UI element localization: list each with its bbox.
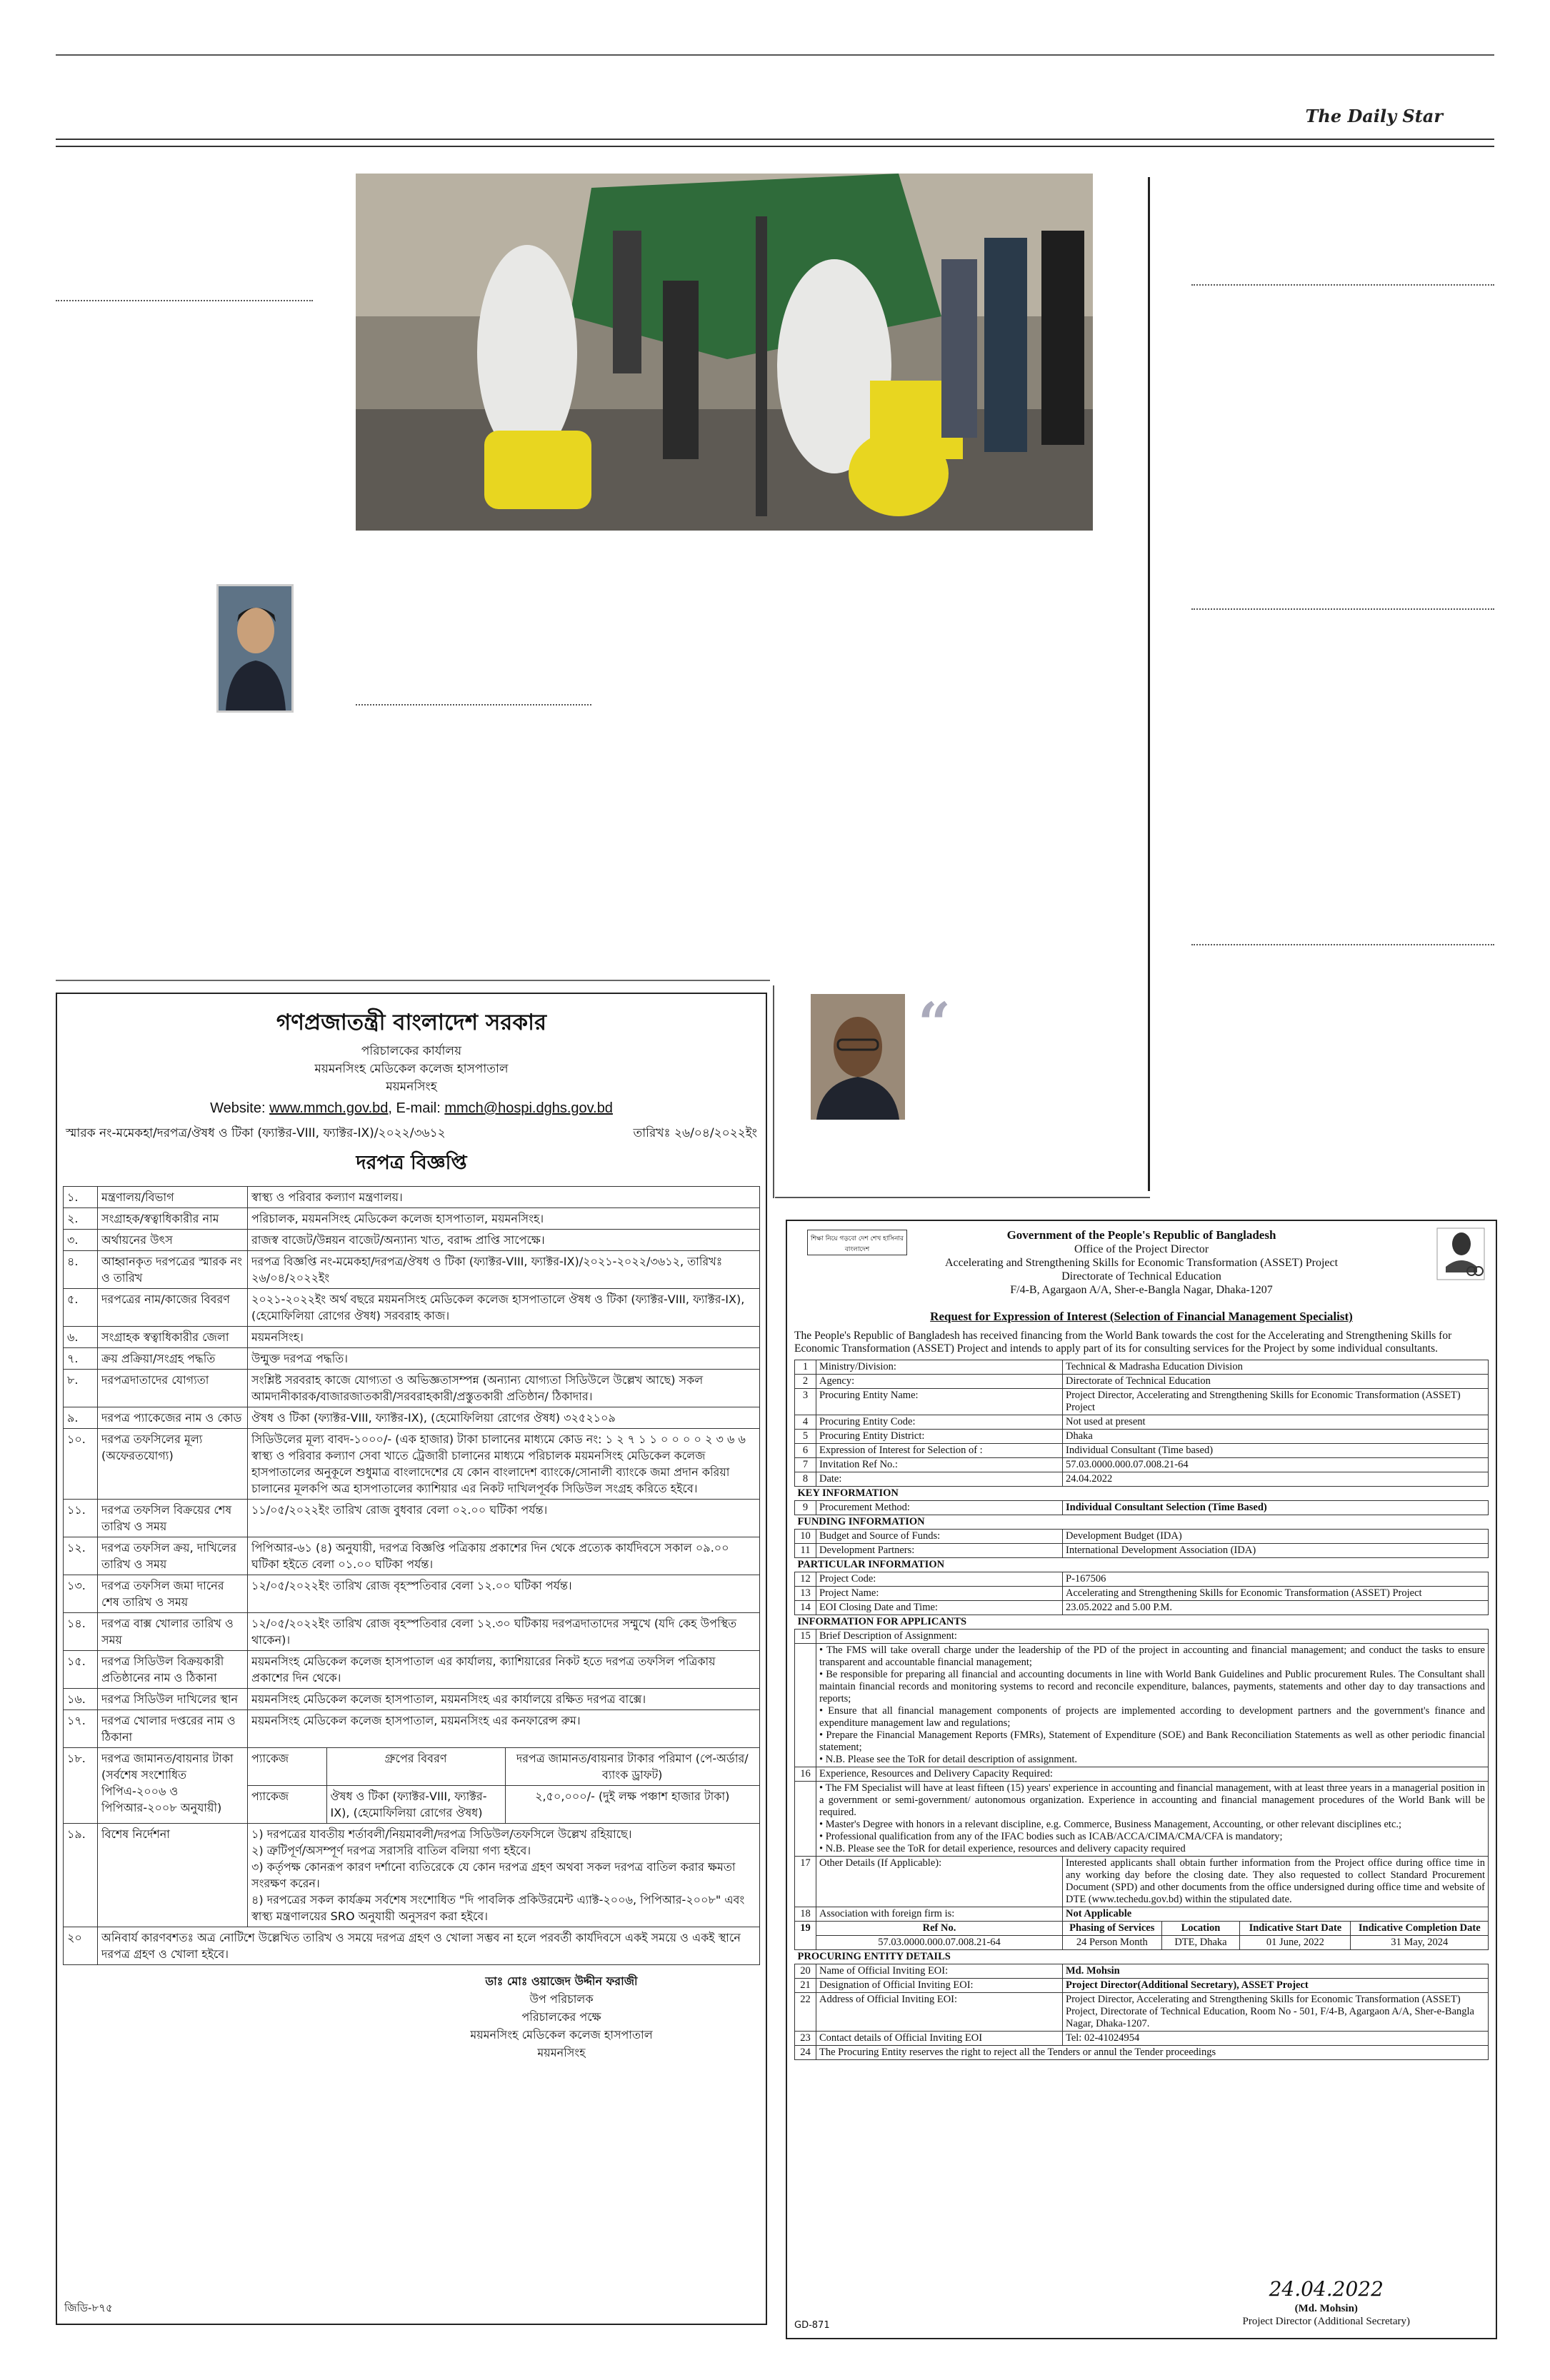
row-number: 17: [795, 1857, 816, 1907]
sub-header: দরপত্র জামানত/বায়নার টাকার পরিমাণ (পে-অর্ডার/ব্যাংক ড্রাফট): [505, 1748, 759, 1786]
memo-number: স্মারক নং-মমেকহা/দরপত্র/ঔষধ ও টিকা (ফ্যাক্টর-VIII, ফ্যাক্টর-IX)/২০২২/৩৬১২: [66, 1126, 446, 1140]
handwritten-signature: 24.04.2022: [1269, 2277, 1384, 2301]
table-row: [795, 1922, 1489, 1936]
section-header: [795, 1615, 1489, 1630]
table-row: [64, 1651, 760, 1689]
row-value: উন্মুক্ত দরপত্র পদ্ধতি।: [248, 1348, 760, 1370]
table-row: [795, 1644, 1489, 1767]
row-label: দরপত্র তফসিল ক্রয়, দাখিলের তারিখ ও সময়: [98, 1537, 248, 1575]
tender-heading: দরপত্র বিজ্ঞপ্তি: [356, 1152, 467, 1174]
row-value: Technical & Madrasha Education Division: [1063, 1360, 1489, 1375]
row-label: Project Name:: [816, 1587, 1063, 1601]
sub-header: প্যাকেজ: [248, 1748, 326, 1786]
email-link[interactable]: mmch@hospi.dghs.gov.bd: [444, 1100, 613, 1116]
tender-office: পরিচালকের কার্যালয়: [361, 1044, 462, 1058]
table-cell: DTE, Dhaka: [1161, 1936, 1240, 1950]
tender-notice: [56, 993, 767, 2325]
quote-box-left: [773, 985, 774, 1198]
table-row: [64, 1208, 760, 1230]
table-row: [64, 1251, 760, 1289]
website-label: Website:: [210, 1100, 270, 1116]
table-row: [64, 1348, 760, 1370]
table-row: [795, 1993, 1489, 2032]
row-value: Directorate of Technical Education: [1063, 1375, 1489, 1389]
column-rule-right-2: [1191, 608, 1494, 610]
eoi-notice: [786, 1220, 1497, 2339]
table-row: [64, 1289, 760, 1327]
section-header: [795, 1487, 1489, 1501]
row-label: Invitation Ref No.:: [816, 1458, 1063, 1472]
row-value: ময়মনসিংহ মেডিকেল কলেজ হাসপাতাল, ময়মনসিংহ এর কার্যালয়ে রক্ষিত দরপত্র বাক্সে।: [248, 1689, 760, 1710]
column-divider-right: [1148, 177, 1150, 1191]
row-value: Interested applicants shall obtain further information from the Project office during office time in any working day before the closing date. They also requested to collect Standard Procurement Document (SPD) and other documents from the office undersigned during office time and website of DTE (www.techedu.gov.bd) within the stipulated date.: [1063, 1857, 1489, 1907]
row-value: Accelerating and Strengthening Skills for Economic Transformation (ASSET) Project: [1063, 1587, 1489, 1601]
row-label: Budget and Source of Funds:: [816, 1530, 1063, 1544]
row-number: 21: [795, 1979, 816, 1993]
table-row: [64, 1230, 760, 1251]
row-value: ১১/০৫/২০২২ইং তারিখ রোজ বুধবার বেলা ০২.০০ ঘটিকা পর্যন্ত।: [248, 1500, 760, 1537]
masthead: The Daily Star: [1305, 106, 1443, 126]
row-value: Project Director, Accelerating and Strengthening Skills for Economic Transformation (ASSET) Project, Directorate of Technical Education, Room No - 501, F/4-B, Agargaon A/A, Sher-e-Bangla Nagar, Dhaka-1207.: [1063, 1993, 1489, 2032]
section-title: PROCURING ENTITY DETAILS: [795, 1950, 1489, 1964]
row-value: ১২/০৫/২০২২ইং তারিখ রোজ বৃহস্পতিবার বেলা ১২.৩০ ঘটিকায় দরপত্রদাতাদের সম্মুখে (যদি কেহ উপস্থিত থাকেন)।: [248, 1613, 760, 1651]
row-value: P-167506: [1063, 1572, 1489, 1587]
table-row: [64, 1710, 760, 1748]
table-row: [64, 1748, 760, 1824]
slogan-box: শিক্ষা নিয়ে গড়বো দেশ শেখ হাসিনার বাংলাদেশ: [807, 1230, 907, 1255]
section-title: KEY INFORMATION: [795, 1487, 1489, 1501]
row-number: [795, 1782, 816, 1857]
row-number: 14: [795, 1601, 816, 1615]
row-label: দরপত্র তফসিল জমা দানের শেষ তারিখ ও সময়: [98, 1575, 248, 1613]
sub-header: গ্রুপের বিবরণ: [326, 1748, 505, 1786]
table-row: [795, 1458, 1489, 1472]
tender-gov-title: গণপ্রজাতন্ত্রী বাংলাদেশ সরকার: [276, 1010, 547, 1035]
row-number: ১৪.: [64, 1613, 98, 1651]
table-cell: 57.03.0000.000.07.008.21-64: [816, 1936, 1063, 1950]
row-label: ক্রয় প্রক্রিয়া/সংগ্রহ পদ্ধতি: [98, 1348, 248, 1370]
table-row: [795, 1964, 1489, 1979]
table-row: [64, 1500, 760, 1537]
row-number: 20: [795, 1964, 816, 1979]
table-row: [795, 1501, 1489, 1515]
signatory-name: (Md. Mohsin): [1294, 2303, 1358, 2314]
row-number: 22: [795, 1993, 816, 2032]
row-number: ২.: [64, 1208, 98, 1230]
eoi-gov: Government of the People's Republic of Bangladesh: [1006, 1228, 1276, 1242]
row-label: Association with foreign firm is:: [816, 1907, 1063, 1922]
row-value: Project Director(Additional Secretary), ASSET Project: [1063, 1979, 1489, 1993]
table-row: [64, 1689, 760, 1710]
bullet-list: [816, 1782, 1489, 1857]
row-number: 19: [795, 1922, 816, 1950]
row-label: দরপত্রের নাম/কাজের বিবরণ: [98, 1289, 248, 1327]
row-label: Procuring Entity Code:: [816, 1415, 1063, 1430]
table-row: [795, 1444, 1489, 1458]
row-number: ৭.: [64, 1348, 98, 1370]
row-number: ১০.: [64, 1429, 98, 1500]
table-row: [795, 1979, 1489, 1993]
row-label: Procurement Method:: [816, 1501, 1063, 1515]
row-number: ১৬.: [64, 1689, 98, 1710]
row-number: 24: [795, 2046, 816, 2060]
row-value: দরপত্র বিজ্ঞপ্তি নং-মমেকহা/দরপত্র/ঔষধ ও টিকা (ফ্যাক্টর-VIII, ফ্যাক্টর-IX)/২০২১-২০২২/৩৬১২, তারিখঃ ২৬/০৪/২০২২ইং: [248, 1251, 760, 1289]
row-number: ১৯.: [64, 1824, 98, 1927]
tender-city: ময়মনসিংহ: [386, 1080, 437, 1094]
eoi-address: F/4-B, Agargaon A/A, Sher-e-Bangla Nagar, Dhaka-1207: [1010, 1284, 1273, 1296]
row-label: Contact details of Official Inviting EOI: [816, 2032, 1063, 2046]
bullet-list: [816, 1644, 1489, 1767]
row-number: ৩.: [64, 1230, 98, 1251]
col-header: Ref No.: [816, 1922, 1063, 1936]
sub-cell: ঔষধ ও টিকা (ফ্যাক্টর-VIII, ফ্যাক্টর-IX), (হেমোফিলিয়া রোগের ঔষধ): [326, 1786, 505, 1824]
table-row: [64, 1537, 760, 1575]
row-value: Project Director, Accelerating and Strengthening Skills for Economic Transformation (ASSET) Project: [1063, 1389, 1489, 1415]
row-label: সংগ্রাহক স্বত্বাধিকারীর জেলা: [98, 1327, 248, 1348]
signatory-line: উপ পরিচালক: [529, 1992, 594, 2006]
row-number: 10: [795, 1530, 816, 1544]
tender-table: [63, 1186, 760, 1965]
col-header: Indicative Completion Date: [1351, 1922, 1489, 1936]
row-value: রাজস্ব বাজেট/উন্নয়ন বাজেট/অন্যান্য খাত, বরাদ্দ প্রাপ্তি সাপেক্ষে।: [248, 1230, 760, 1251]
instruction-item: ৪) দরপত্রের সকল কার্যক্রম সর্বশেষ সংশোধিত "দি পাবলিক প্রকিউরমেন্ট এ্যাক্ট-২০০৬, পিপিআর-২০০৮" এবং স্বাস্থ্য মন্ত্রণালয়ের SRO অনুযায়ী অনুসরণ করা হইবে।: [251, 1893, 745, 1923]
row-label: আহ্বানকৃত দরপত্রের স্মারক নং ও তারিখ: [98, 1251, 248, 1289]
signatory-title: Project Director (Additional Secretary): [1242, 2316, 1410, 2327]
table-row: [64, 1370, 760, 1407]
website-link[interactable]: www.mmch.gov.bd: [269, 1100, 389, 1116]
table-row: [795, 1389, 1489, 1415]
table-row: [795, 1907, 1489, 1922]
table-row: [795, 1767, 1489, 1782]
row-label: দরপত্র জামানত/বায়নার টাকা (সর্বশেষ সংশোধিত পিপিএ-২০০৬ ও পিপিআর-২০০৮ অনুযায়ী): [98, 1748, 248, 1824]
table-row: [795, 1544, 1489, 1558]
row-label: Designation of Official Inviting EOI:: [816, 1979, 1063, 1993]
table-cell: 24 Person Month: [1063, 1936, 1162, 1950]
row-value: Individual Consultant (Time based): [1063, 1444, 1489, 1458]
eoi-office: Office of the Project Director: [1074, 1243, 1209, 1255]
mujib-logo: [1436, 1227, 1486, 1281]
eoi-project: Accelerating and Strengthening Skills for Economic Transformation (ASSET) Project: [944, 1257, 1339, 1269]
row-value: Md. Mohsin: [1063, 1964, 1489, 1979]
table-row: [64, 1927, 760, 1965]
row-value: Development Budget (IDA): [1063, 1530, 1489, 1544]
row-label: Project Code:: [816, 1572, 1063, 1587]
bullet-item: • Master's Degree with honors in a relevant discipline, e.g. Commerce, Business Management, Accounting, or other relevant disciplines etc.;: [819, 1819, 1402, 1830]
row-label: Other Details (If Applicable):: [816, 1857, 1063, 1907]
row-value: সংশ্লিষ্ট সরবরাহ কাজে যোগ্যতা ও অভিজ্ঞতাসম্পন্ন (অন্যান্য যোগ্যতা সিডিউলে উল্লেখ আছে) সকল আমদানীকারক/বাজারজাতকারী/সরবরাহকারী/প্রস্তুতকারী প্রতিষ্ঠান/ ঠিকাদার।: [248, 1370, 760, 1407]
bullet-item: • Ensure that all financial management components of projects are implemented according to development partners and the government's finance and expenditure management law and regulations;: [819, 1705, 1485, 1729]
news-photo: [356, 174, 1093, 531]
table-row: [64, 1575, 760, 1613]
row-label: অর্থায়নের উৎস: [98, 1230, 248, 1251]
row-number: 5: [795, 1430, 816, 1444]
row-number: ১৫.: [64, 1651, 98, 1689]
table-row: [795, 1630, 1489, 1644]
portrait-photo-2: [811, 994, 905, 1120]
header-rule-1: [56, 139, 1494, 140]
signatory-name: ডাঃ মোঃ ওয়াজেদ উদ্দীন ফরাজী: [485, 1974, 638, 1988]
table-row: [795, 1936, 1489, 1950]
section-header: [795, 1950, 1489, 1964]
table-row: [795, 1530, 1489, 1544]
row-number: ২০: [64, 1927, 98, 1965]
bullet-item: • N.B. Please see the ToR for detail experience, resources and delivery capacity required: [819, 1843, 1186, 1854]
signatory-line: পরিচালকের পক্ষে: [521, 2010, 601, 2024]
row-label: দরপত্র প্যাকেজের নাম ও কোড: [98, 1407, 248, 1429]
bullet-item: • Prepare the Financial Management Reports (FMRs), Statement of Expenditure (SOE) and Bank Reconciliation Statements as well as other periodic financial statement;: [819, 1729, 1486, 1753]
table-row: [795, 2032, 1489, 2046]
row-number: 8: [795, 1472, 816, 1487]
row-number: 4: [795, 1415, 816, 1430]
section-rule: [56, 980, 770, 981]
row-value: 57.03.0000.000.07.008.21-64: [1063, 1458, 1489, 1472]
email-label: , E-mail:: [388, 1100, 445, 1116]
row-number: 12: [795, 1572, 816, 1587]
row-number: ১৮.: [64, 1748, 98, 1824]
row-number: 11: [795, 1544, 816, 1558]
row-value: Tel: 02-41024954: [1063, 2032, 1489, 2046]
bullet-item: • The FM Specialist will have at least fifteen (15) years' experience in accounting and financial management, with at least three years in a managerial position in a government or semi-government/ autonomous organization. Experience in accounting and financial management procedures of the World Bank will be required.: [819, 1782, 1485, 1818]
section-header: [795, 1515, 1489, 1530]
tender-contact: [63, 1100, 760, 1117]
row-value: পরিচালক, ময়মনসিংহ মেডিকেল কলেজ হাসপাতাল, ময়মনসিংহ।: [248, 1208, 760, 1230]
quote-box-bottom: [775, 1197, 1150, 1198]
row-number: 23: [795, 2032, 816, 2046]
section-header: [795, 1558, 1489, 1572]
row-label: Development Partners:: [816, 1544, 1063, 1558]
table-cell: 01 June, 2022: [1240, 1936, 1351, 1950]
row-label: বিশেষ নির্দেশনা: [98, 1824, 248, 1927]
row-number: 7: [795, 1458, 816, 1472]
row-number: ১২.: [64, 1537, 98, 1575]
table-row: [64, 1613, 760, 1651]
row-label: Procuring Entity District:: [816, 1430, 1063, 1444]
table-row: [795, 1360, 1489, 1375]
col-header: Phasing of Services: [1063, 1922, 1162, 1936]
row-label: Brief Description of Assignment:: [816, 1630, 1489, 1644]
instruction-item: ৩) কর্তৃপক্ষ কোনরূপ কারণ দর্শানো ব্যতিরেকে যে কোন দরপত্র গ্রহণ অথবা সকল দরপত্র বাতিল করার ক্ষমতা সংরক্ষণ করেন।: [251, 1860, 736, 1890]
section-title: FUNDING INFORMATION: [795, 1515, 1489, 1530]
row-number: ৬.: [64, 1327, 98, 1348]
quote-mark-icon: “: [918, 990, 951, 1057]
section-title: PARTICULAR INFORMATION: [795, 1558, 1489, 1572]
row-label: Date:: [816, 1472, 1063, 1487]
table-row: [795, 1572, 1489, 1587]
tender-hospital: ময়মনসিংহ মেডিকেল কলেজ হাসপাতাল: [314, 1062, 509, 1076]
row-value: Dhaka: [1063, 1430, 1489, 1444]
table-row: [795, 1375, 1489, 1389]
signatory-line: ময়মনসিংহ মেডিকেল কলেজ হাসপাতাল: [470, 2028, 653, 2042]
table-row: [795, 1857, 1489, 1907]
row-number: 16: [795, 1767, 816, 1782]
sub-cell: ২,৫০,০০০/- (দুই লক্ষ পঞ্চাশ হাজার টাকা): [505, 1786, 759, 1824]
portrait-photo-1: [216, 584, 294, 713]
memo-date: তারিখঃ ২৬/০৪/২০২২ইং: [633, 1126, 757, 1140]
section-title: INFORMATION FOR APPLICANTS: [795, 1615, 1489, 1630]
tender-signature: [363, 1972, 760, 2062]
row-label: Name of Official Inviting EOI:: [816, 1964, 1063, 1979]
row-number: ৯.: [64, 1407, 98, 1429]
row-value: ২০২১-২০২২ইং অর্থ বছরে ময়মনসিংহ মেডিকেল কলেজ হাসপাতালে ঔষধ ও টিকা (ফ্যাক্টর-VIII, ফ্যাক্টর-IX), (হেমোফিলিয়া রোগের ঔষধ) সরবরাহ কাজ।: [248, 1289, 760, 1327]
table-row: [795, 1430, 1489, 1444]
row-value: ময়মনসিংহ মেডিকেল কলেজ হাসপাতাল এর কার্যালয়, ক্যাশিয়ারের নিকট হতে দরপত্র তফসিল পত্রিকায় প্রকাশের দিন থেকে।: [248, 1651, 760, 1689]
top-rule: [56, 54, 1494, 56]
column-rule-left: [56, 300, 313, 301]
row-number: ৪.: [64, 1251, 98, 1289]
table-row: [795, 2046, 1489, 2060]
row-label: দরপত্রদাতাদের যোগ্যতা: [98, 1370, 248, 1407]
column-rule-right-3: [1191, 944, 1494, 945]
row-label: সংগ্রাহক/স্বত্বাধিকারীর নাম: [98, 1208, 248, 1230]
table-row: [64, 1429, 760, 1500]
row-number: ১৩.: [64, 1575, 98, 1613]
instruction-item: ১) দরপত্রের যাবতীয় শর্তাবলী/নিয়মাবলী/দরপত্র সিডিউল/তফসিলে উল্লেখ রহিয়াছে।: [251, 1827, 632, 1841]
row-label: Ministry/Division:: [816, 1360, 1063, 1375]
eoi-table: [794, 1360, 1489, 2060]
row-value: ঔষধ ও টিকা (ফ্যাক্টর-VIII, ফ্যাক্টর-IX), (হেমোফিলিয়া রোগের ঔষধ) ৩২৫২১০৯: [248, 1407, 760, 1429]
security-subtable-cell: [248, 1748, 760, 1824]
row-value: ময়মনসিংহ।: [248, 1327, 760, 1348]
row-value: International Development Association (IDA): [1063, 1544, 1489, 1558]
row-number: ১৭.: [64, 1710, 98, 1748]
tender-memo: [66, 1124, 757, 1144]
row-number: 18: [795, 1907, 816, 1922]
row-value: সিডিউলের মূল্য বাবদ-১০০০/- (এক হাজার) টাকা চালানের মাধ্যমে কোড নং: ১ ২ ৭ ১ ১ ০ ০ ০ ০ ২ ৩ ৬ ৬ স্বাস্থ্য ও পরিবার কল্যাণ সেবা খাতে ট্রেজারী চালানের মাধ্যমে পরিচালক ময়মনসিংহ মেডিকেল কলেজ হাসপাতালের অনুকূলে শুধুমাত্র বাংলাদেশের যে কোন বাংলাদেশ ব্যাংকে/সোনালী ব্যাংকে জমা প্রদান করিয়া চালানের মূলকপি অত্র হাসপাতালের ক্যাশিয়ার এর নিকট দাখিলপূর্বক সিডিউল সংগ্রহ করিতে হইবে।: [248, 1429, 760, 1500]
row-label: দরপত্র তফসিল বিক্রয়ের শেষ তারিখ ও সময়: [98, 1500, 248, 1537]
col-header: Location: [1161, 1922, 1240, 1936]
signatory-line: ময়মনসিংহ: [537, 2046, 586, 2059]
gd-number: GD-871: [794, 2320, 830, 2331]
eoi-directorate: Directorate of Technical Education: [1061, 1270, 1221, 1282]
row-value: 23.05.2022 and 5.00 P.M.: [1063, 1601, 1489, 1615]
row-label: Expression of Interest for Selection of :: [816, 1444, 1063, 1458]
row-number: 15: [795, 1630, 816, 1644]
row-value: পিপিআর-৬১ (৪) অনুযায়ী, দরপত্র বিজ্ঞপ্তি পত্রিকায় প্রকাশের দিন থেকে প্রত্যেক কার্যদিবসে সকাল ০৯.০০ ঘটিকা হইতে বেলা ০১.০০ ঘটিকা পর্যন্ত।: [248, 1537, 760, 1575]
row-value: স্বাস্থ্য ও পরিবার কল্যাণ মন্ত্রণালয়।: [248, 1187, 760, 1208]
row-label: দরপত্র বাক্স খোলার তারিখ ও সময়: [98, 1613, 248, 1651]
row-number: 13: [795, 1587, 816, 1601]
row-number: ১.: [64, 1187, 98, 1208]
mid-column-rule: [356, 704, 591, 706]
row-number: ৮.: [64, 1370, 98, 1407]
eoi-intro: The People's Republic of Bangladesh has received financing from the World Bank towards the cost for the Accelerating and Strengthening Skills for Economic Transformation (ASSET) Project and intends to apply part of its for consulting services for the Project by some individual consultants.: [794, 1330, 1452, 1355]
row-value: ময়মনসিংহ মেডিকেল কলেজ হাসপাতাল, ময়মনসিংহ এর কনফারেন্স রুম।: [248, 1710, 760, 1748]
table-row: [64, 1824, 760, 1927]
table-row: [795, 1472, 1489, 1487]
row-number: ৫.: [64, 1289, 98, 1327]
row-label: দরপত্র সিডিউল বিক্রয়কারী প্রতিষ্ঠানের নাম ও ঠিকানা: [98, 1651, 248, 1689]
table-cell: 31 May, 2024: [1351, 1936, 1489, 1950]
row-number: 3: [795, 1389, 816, 1415]
row-value: Individual Consultant Selection (Time Based): [1063, 1501, 1489, 1515]
bullet-item: • Professional qualification from any of the IFAC bodies such as ICAB/ACCA/CIMA/CMA/CFA is mandatory;: [819, 1831, 1283, 1842]
header-rule-2: [56, 146, 1494, 147]
instruction-item: ২) ত্রুটিপূর্ণ/অসম্পূর্ণ দরপত্র সরাসরি বাতিল বলিয়া গণ্য হইবে।: [251, 1844, 531, 1857]
row-number: 2: [795, 1375, 816, 1389]
row-value: Not Applicable: [1063, 1907, 1489, 1922]
row-label: EOI Closing Date and Time:: [816, 1601, 1063, 1615]
row-number: [795, 1644, 816, 1767]
row-label: Agency:: [816, 1375, 1063, 1389]
row-label: মন্ত্রণালয়/বিভাগ: [98, 1187, 248, 1208]
bullet-item: • Be responsible for preparing all financial and accounting documents in line with World Bank Guidelines and Public procurement Rules. The Consultant shall maintain financial records and monitoring systems to record and reconcile expenditure, balances, payments, statements and other day to day transactions and reports;: [819, 1669, 1485, 1704]
row-value: The Procuring Entity reserves the right to reject all the Tenders or annul the Tender proceedings: [816, 2046, 1489, 2060]
row-label: Address of Official Inviting EOI:: [816, 1993, 1063, 2032]
security-subtable: [248, 1748, 759, 1823]
table-row: [64, 1187, 760, 1208]
gd-number: জিডি-৮৭৫: [64, 2301, 113, 2314]
table-row: [795, 1782, 1489, 1857]
row-number: 1: [795, 1360, 816, 1375]
row-value: 24.04.2022: [1063, 1472, 1489, 1487]
table-row: [64, 1407, 760, 1429]
eoi-title: Request for Expression of Interest (Selection of Financial Management Specialist): [930, 1310, 1353, 1323]
row-label: Experience, Resources and Delivery Capacity Required:: [816, 1767, 1489, 1782]
table-row: [795, 1587, 1489, 1601]
bullet-item: • N.B. Please see the ToR for detail description of assignment.: [819, 1754, 1077, 1765]
bullet-item: • The FMS will take overall charge under the leadership of the PD of the project in accounting and financial management; and conduct the tasks to ensure transparent and accountable financial management;: [819, 1645, 1485, 1668]
row-value: ১২/০৫/২০২২ইং তারিখ রোজ বৃহস্পতিবার বেলা ১২.০০ ঘটিকা পর্যন্ত।: [248, 1575, 760, 1613]
col-header: Indicative Start Date: [1240, 1922, 1351, 1936]
column-rule-right-1: [1191, 284, 1494, 286]
row-label: দরপত্র সিডিউল দাখিলের স্থান: [98, 1689, 248, 1710]
row-number: 9: [795, 1501, 816, 1515]
table-row: [795, 1415, 1489, 1430]
row-number: ১১.: [64, 1500, 98, 1537]
eoi-signature: [1243, 2277, 1411, 2328]
row-label: দরপত্র খোলার দপ্তরের নাম ও ঠিকানা: [98, 1710, 248, 1748]
row-label: Procuring Entity Name:: [816, 1389, 1063, 1415]
table-row: [795, 1601, 1489, 1615]
sub-cell: প্যাকেজ: [248, 1786, 326, 1824]
row-value: Not used at present: [1063, 1415, 1489, 1430]
row-value: অনিবার্য কারণবশতঃ অত্র নোটিশে উল্লেখিত তারিখ ও সময়ে দরপত্র গ্রহণ ও খোলা সম্ভব না হলে পরবর্তী কার্যদিবসে একই সময়ে ও একই স্থানে দরপত্র গ্রহণ ও খোলা হইবে।: [98, 1927, 760, 1965]
table-row: [64, 1327, 760, 1348]
row-label: দরপত্র তফসিলের মূল্য (অফেরতযোগ্য): [98, 1429, 248, 1500]
row-number: 6: [795, 1444, 816, 1458]
row-value: [248, 1824, 760, 1927]
